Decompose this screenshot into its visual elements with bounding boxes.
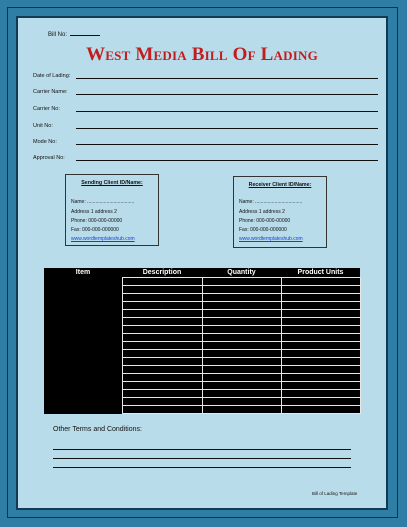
sending-client-box (65, 174, 159, 246)
table-cell[interactable] (281, 318, 360, 326)
table-cell[interactable] (122, 326, 202, 334)
table-row (44, 310, 360, 318)
table-cell[interactable] (44, 334, 122, 342)
table-row (44, 374, 360, 382)
receiver-client-box (233, 176, 327, 248)
table-cell[interactable] (202, 406, 281, 414)
table-body (44, 278, 360, 414)
table-row (44, 406, 360, 414)
table-row (44, 278, 360, 286)
table-row (44, 382, 360, 390)
form-field-line[interactable] (76, 128, 378, 129)
table-cell[interactable] (202, 286, 281, 294)
form-field-line[interactable] (76, 111, 378, 112)
form-field-label: Mode No: (33, 139, 57, 145)
table-cell[interactable] (202, 390, 281, 398)
table-cell[interactable] (281, 366, 360, 374)
table-cell[interactable] (202, 278, 281, 286)
table-cell[interactable] (202, 302, 281, 310)
sending-client-fax: Fax: 000-000-000000 (71, 227, 119, 233)
table-cell[interactable] (122, 350, 202, 358)
table-cell[interactable] (281, 278, 360, 286)
receiver-client-phone: Phone: 000-000-00000 (239, 218, 291, 224)
form-field-line[interactable] (76, 94, 378, 95)
table-row (44, 326, 360, 334)
terms-label: Other Terms and Conditions: (53, 426, 142, 433)
table-cell[interactable] (44, 286, 122, 294)
table-cell[interactable] (44, 382, 122, 390)
table-row (44, 342, 360, 350)
sending-client-address: Address 1 address 2 (71, 209, 117, 215)
table-cell[interactable] (122, 358, 202, 366)
table-cell[interactable] (202, 310, 281, 318)
terms-line[interactable] (53, 467, 351, 468)
sending-client-website-link[interactable]: www.wordtemplateshub.com (71, 236, 135, 242)
table-cell[interactable] (281, 406, 360, 414)
table-row (44, 318, 360, 326)
table-row (44, 366, 360, 374)
table-cell[interactable] (202, 318, 281, 326)
table-row (44, 358, 360, 366)
table-row (44, 294, 360, 302)
table-cell[interactable] (122, 278, 202, 286)
table-cell[interactable] (202, 374, 281, 382)
table-cell[interactable] (281, 294, 360, 302)
table-cell[interactable] (44, 302, 122, 310)
table-cell[interactable] (122, 398, 202, 406)
table-cell[interactable] (281, 310, 360, 318)
table-row (44, 334, 360, 342)
column-header-quantity: Quantity (202, 268, 281, 278)
table-cell[interactable] (202, 366, 281, 374)
form-field-label: Unit No: (33, 123, 53, 129)
table-cell[interactable] (44, 398, 122, 406)
table-cell[interactable] (122, 302, 202, 310)
table-cell[interactable] (122, 390, 202, 398)
table-cell[interactable] (44, 310, 122, 318)
items-table (44, 268, 361, 414)
table-cell[interactable] (202, 342, 281, 350)
form-field-label: Approval No: (33, 155, 65, 161)
table-cell[interactable] (122, 294, 202, 302)
form-field-row (33, 86, 378, 96)
table-cell[interactable] (202, 294, 281, 302)
receiver-client-name: Name: .................................. (239, 199, 303, 205)
table-cell[interactable] (44, 406, 122, 414)
table-cell[interactable] (281, 390, 360, 398)
table-cell[interactable] (202, 382, 281, 390)
table-cell[interactable] (202, 350, 281, 358)
table-cell[interactable] (122, 374, 202, 382)
table-cell[interactable] (122, 366, 202, 374)
terms-line[interactable] (53, 458, 351, 459)
sending-client-heading: Sending Client ID/Name: (81, 180, 143, 186)
document-title: West Media Bill Of Lading (86, 44, 318, 65)
bill-no-field (48, 32, 100, 38)
terms-line[interactable] (53, 449, 351, 450)
table-cell[interactable] (44, 294, 122, 302)
table-cell[interactable] (44, 326, 122, 334)
table-cell[interactable] (281, 374, 360, 382)
form-field-label: Date of Lading: (33, 73, 71, 79)
table-cell[interactable] (281, 334, 360, 342)
table-cell[interactable] (281, 382, 360, 390)
form-field-label: Carrier No: (33, 106, 60, 112)
table-cell[interactable] (202, 358, 281, 366)
table-cell[interactable] (44, 318, 122, 326)
table-cell[interactable] (122, 310, 202, 318)
table-cell[interactable] (281, 326, 360, 334)
receiver-client-fax: Fax: 000-000-000000 (239, 227, 287, 233)
table-cell[interactable] (202, 398, 281, 406)
table-cell[interactable] (44, 390, 122, 398)
table-header-row (44, 268, 360, 278)
table-cell[interactable] (281, 342, 360, 350)
table-cell[interactable] (44, 374, 122, 382)
table-row (44, 350, 360, 358)
form-field-row (33, 103, 378, 113)
form-field-row (33, 136, 378, 146)
form-field-row (33, 70, 378, 80)
bill-no-line (70, 35, 100, 36)
column-header-item: Item (44, 268, 122, 278)
form-field-label: Carrier Name: (33, 89, 68, 95)
table-cell[interactable] (281, 350, 360, 358)
table-row (44, 398, 360, 406)
form-field-line[interactable] (76, 78, 378, 79)
table-cell[interactable] (281, 358, 360, 366)
sending-client-phone: Phone: 000-000-00000 (71, 218, 123, 224)
form-field-row (33, 152, 378, 162)
receiver-client-website-link[interactable]: www.wordtemplateshub.com (239, 236, 303, 242)
table-cell[interactable] (281, 286, 360, 294)
table-cell[interactable] (122, 342, 202, 350)
table-cell[interactable] (44, 358, 122, 366)
table-cell[interactable] (44, 342, 122, 350)
table-cell[interactable] (122, 334, 202, 342)
receiver-client-heading: Receiver Client ID/Name: (248, 182, 312, 188)
form-field-line[interactable] (76, 160, 378, 161)
form-field-line[interactable] (76, 144, 378, 145)
column-header-product-units: Product Units (281, 268, 360, 278)
table-row (44, 390, 360, 398)
document-sheet (16, 16, 388, 510)
table-row (44, 302, 360, 310)
table-cell[interactable] (122, 286, 202, 294)
receiver-client-address: Address 1 address 2 (239, 209, 285, 215)
table-cell[interactable] (122, 382, 202, 390)
bill-no-label: Bill No: (48, 32, 68, 38)
form-field-row (33, 120, 378, 130)
column-header-description: Description (122, 268, 202, 278)
table-cell[interactable] (202, 334, 281, 342)
table-cell[interactable] (202, 326, 281, 334)
table-cell[interactable] (44, 350, 122, 358)
table-cell[interactable] (122, 318, 202, 326)
table-cell[interactable] (122, 406, 202, 414)
table-row (44, 286, 360, 294)
sending-client-name: Name: .................................. (71, 199, 135, 205)
table-cell[interactable] (44, 278, 122, 286)
table-cell[interactable] (44, 366, 122, 374)
table-cell[interactable] (281, 302, 360, 310)
footer-text: Bill of Lading Template (312, 491, 358, 496)
table-cell[interactable] (281, 398, 360, 406)
